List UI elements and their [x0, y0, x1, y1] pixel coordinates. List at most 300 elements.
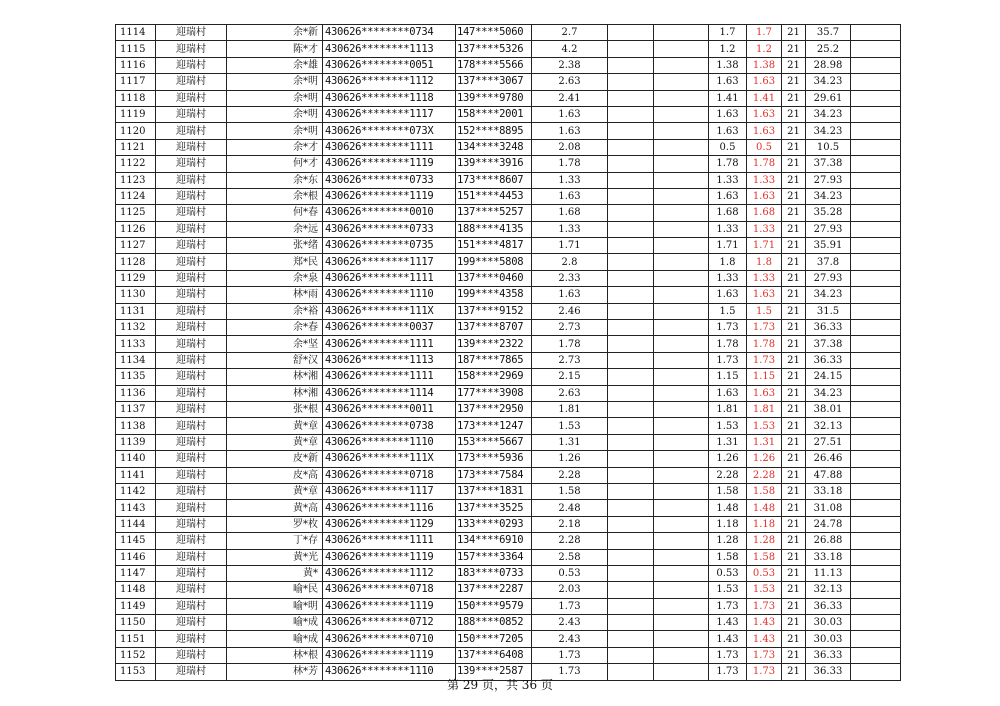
village-cell: 迎瑞村 [156, 451, 227, 467]
blank-1-cell [608, 287, 654, 303]
amount-cell: 31.08 [806, 500, 851, 516]
amount-cell: 30.03 [806, 615, 851, 631]
id-number-cell: 430626********1114 [323, 385, 456, 401]
name-cell: 余*明 [227, 123, 323, 139]
blank-3-cell [851, 320, 901, 336]
blank-2-cell [654, 287, 709, 303]
blank-3-cell [851, 303, 901, 319]
serial-no-cell: 1122 [116, 156, 156, 172]
table-row [116, 287, 901, 303]
blank-3-cell [851, 533, 901, 549]
blank-2-cell [654, 172, 709, 188]
blank-2-cell [654, 139, 709, 155]
phone-cell: 173****7584 [456, 467, 532, 483]
subsidy-area-cell: 1.5 [747, 303, 782, 319]
blank-3-cell [851, 418, 901, 434]
serial-no-cell: 1119 [116, 106, 156, 122]
blank-2-cell [654, 221, 709, 237]
table-row [116, 172, 901, 188]
phone-cell: 139****3916 [456, 156, 532, 172]
table-row [116, 139, 901, 155]
table-row [116, 401, 901, 417]
name-cell: 余*明 [227, 106, 323, 122]
village-cell: 迎瑞村 [156, 188, 227, 204]
confirmed-area-cell: 1.26 [709, 451, 747, 467]
subsidy-area-cell: 1.8 [747, 254, 782, 270]
rate-cell: 21 [782, 254, 806, 270]
village-cell: 迎瑞村 [156, 565, 227, 581]
name-cell: 喻*民 [227, 582, 323, 598]
blank-1-cell [608, 549, 654, 565]
subsidy-area-cell: 1.26 [747, 451, 782, 467]
blank-1-cell [608, 434, 654, 450]
amount-cell: 25.2 [806, 41, 851, 57]
phone-cell: 147****5060 [456, 25, 532, 41]
subsidy-area-cell: 1.63 [747, 74, 782, 90]
confirmed-area-cell: 1.58 [709, 549, 747, 565]
area-cell: 2.63 [532, 74, 608, 90]
village-cell: 迎瑞村 [156, 41, 227, 57]
id-number-cell: 430626********1113 [323, 41, 456, 57]
serial-no-cell: 1145 [116, 533, 156, 549]
id-number-cell: 430626********1111 [323, 139, 456, 155]
confirmed-area-cell: 1.31 [709, 434, 747, 450]
table-row [116, 156, 901, 172]
serial-no-cell: 1115 [116, 41, 156, 57]
blank-3-cell [851, 336, 901, 352]
blank-2-cell [654, 631, 709, 647]
table-row [116, 57, 901, 73]
rate-cell: 21 [782, 41, 806, 57]
table-row [116, 467, 901, 483]
confirmed-area-cell: 1.58 [709, 483, 747, 499]
serial-no-cell: 1136 [116, 385, 156, 401]
phone-cell: 137****1831 [456, 483, 532, 499]
table-row [116, 631, 901, 647]
village-cell: 迎瑞村 [156, 598, 227, 614]
table-row [116, 320, 901, 336]
village-cell: 迎瑞村 [156, 287, 227, 303]
amount-cell: 36.33 [806, 664, 851, 680]
name-cell: 丁*存 [227, 533, 323, 549]
subsidy-area-cell: 1.68 [747, 205, 782, 221]
village-cell: 迎瑞村 [156, 106, 227, 122]
confirmed-area-cell: 1.41 [709, 90, 747, 106]
blank-3-cell [851, 500, 901, 516]
subsidy-area-cell: 1.73 [747, 664, 782, 680]
table-row [116, 123, 901, 139]
rate-cell: 21 [782, 156, 806, 172]
rate-cell: 21 [782, 418, 806, 434]
serial-no-cell: 1117 [116, 74, 156, 90]
rate-cell: 21 [782, 336, 806, 352]
subsidy-area-cell: 0.5 [747, 139, 782, 155]
phone-cell: 137****5257 [456, 205, 532, 221]
confirmed-area-cell: 1.78 [709, 336, 747, 352]
id-number-cell: 430626********0735 [323, 238, 456, 254]
amount-cell: 35.91 [806, 238, 851, 254]
blank-3-cell [851, 549, 901, 565]
area-cell: 1.33 [532, 172, 608, 188]
serial-no-cell: 1131 [116, 303, 156, 319]
rate-cell: 21 [782, 270, 806, 286]
name-cell: 余*新 [227, 25, 323, 41]
rate-cell: 21 [782, 631, 806, 647]
blank-3-cell [851, 221, 901, 237]
blank-1-cell [608, 582, 654, 598]
phone-cell: 137****3525 [456, 500, 532, 516]
blank-2-cell [654, 385, 709, 401]
subsidy-area-cell: 1.38 [747, 57, 782, 73]
serial-no-cell: 1146 [116, 549, 156, 565]
rate-cell: 21 [782, 25, 806, 41]
rate-cell: 21 [782, 467, 806, 483]
phone-cell: 173****5936 [456, 451, 532, 467]
area-cell: 1.63 [532, 123, 608, 139]
area-cell: 2.7 [532, 25, 608, 41]
blank-1-cell [608, 254, 654, 270]
amount-cell: 26.46 [806, 451, 851, 467]
serial-no-cell: 1128 [116, 254, 156, 270]
amount-cell: 36.33 [806, 320, 851, 336]
name-cell: 余*明 [227, 74, 323, 90]
id-number-cell: 430626********0037 [323, 320, 456, 336]
blank-1-cell [608, 467, 654, 483]
village-cell: 迎瑞村 [156, 533, 227, 549]
rate-cell: 21 [782, 188, 806, 204]
serial-no-cell: 1129 [116, 270, 156, 286]
id-number-cell: 430626********1111 [323, 270, 456, 286]
confirmed-area-cell: 1.33 [709, 221, 747, 237]
blank-3-cell [851, 74, 901, 90]
amount-cell: 36.33 [806, 598, 851, 614]
phone-cell: 199****5808 [456, 254, 532, 270]
rate-cell: 21 [782, 172, 806, 188]
blank-1-cell [608, 172, 654, 188]
serial-no-cell: 1125 [116, 205, 156, 221]
phone-cell: 150****9579 [456, 598, 532, 614]
id-number-cell: 430626********1119 [323, 598, 456, 614]
confirmed-area-cell: 1.8 [709, 254, 747, 270]
confirmed-area-cell: 0.5 [709, 139, 747, 155]
name-cell: 余*明 [227, 90, 323, 106]
blank-2-cell [654, 598, 709, 614]
id-number-cell: 430626********1119 [323, 647, 456, 663]
subsidy-area-cell: 1.33 [747, 221, 782, 237]
village-cell: 迎瑞村 [156, 205, 227, 221]
blank-2-cell [654, 238, 709, 254]
blank-2-cell [654, 467, 709, 483]
phone-cell: 153****5667 [456, 434, 532, 450]
area-cell: 1.81 [532, 401, 608, 417]
table-row [116, 106, 901, 122]
blank-2-cell [654, 156, 709, 172]
serial-no-cell: 1141 [116, 467, 156, 483]
blank-3-cell [851, 238, 901, 254]
village-cell: 迎瑞村 [156, 483, 227, 499]
blank-2-cell [654, 582, 709, 598]
village-cell: 迎瑞村 [156, 221, 227, 237]
confirmed-area-cell: 1.5 [709, 303, 747, 319]
phone-cell: 133****0293 [456, 516, 532, 532]
blank-1-cell [608, 483, 654, 499]
name-cell: 余*根 [227, 188, 323, 204]
area-cell: 2.41 [532, 90, 608, 106]
rate-cell: 21 [782, 434, 806, 450]
table-row [116, 270, 901, 286]
blank-3-cell [851, 598, 901, 614]
blank-2-cell [654, 90, 709, 106]
serial-no-cell: 1137 [116, 401, 156, 417]
subsidy-area-cell: 1.73 [747, 352, 782, 368]
confirmed-area-cell: 1.81 [709, 401, 747, 417]
name-cell: 林*湘 [227, 385, 323, 401]
blank-1-cell [608, 74, 654, 90]
blank-1-cell [608, 336, 654, 352]
name-cell: 余*东 [227, 172, 323, 188]
name-cell: 黄*光 [227, 549, 323, 565]
phone-cell: 151****4453 [456, 188, 532, 204]
village-cell: 迎瑞村 [156, 156, 227, 172]
village-cell: 迎瑞村 [156, 90, 227, 106]
name-cell: 黄* [227, 565, 323, 581]
blank-2-cell [654, 270, 709, 286]
id-number-cell: 430626********0733 [323, 221, 456, 237]
area-cell: 1.63 [532, 106, 608, 122]
serial-no-cell: 1150 [116, 615, 156, 631]
table-row [116, 418, 901, 434]
phone-cell: 134****6910 [456, 533, 532, 549]
name-cell: 喻*明 [227, 598, 323, 614]
table-row [116, 582, 901, 598]
subsidy-area-cell: 1.31 [747, 434, 782, 450]
area-cell: 2.03 [532, 582, 608, 598]
id-number-cell: 430626********1113 [323, 352, 456, 368]
blank-1-cell [608, 516, 654, 532]
amount-cell: 37.38 [806, 336, 851, 352]
blank-3-cell [851, 172, 901, 188]
blank-2-cell [654, 451, 709, 467]
blank-3-cell [851, 434, 901, 450]
area-cell: 2.58 [532, 549, 608, 565]
id-number-cell: 430626********1110 [323, 287, 456, 303]
blank-1-cell [608, 320, 654, 336]
subsidy-area-cell: 1.58 [747, 549, 782, 565]
subsidy-area-cell: 1.2 [747, 41, 782, 57]
name-cell: 郑*民 [227, 254, 323, 270]
subsidy-area-cell: 1.63 [747, 188, 782, 204]
amount-cell: 26.88 [806, 533, 851, 549]
id-number-cell: 430626********1111 [323, 336, 456, 352]
subsidy-area-cell: 1.63 [747, 123, 782, 139]
area-cell: 2.73 [532, 352, 608, 368]
village-cell: 迎瑞村 [156, 320, 227, 336]
subsidy-area-cell: 1.81 [747, 401, 782, 417]
table-row [116, 90, 901, 106]
name-cell: 张*根 [227, 401, 323, 417]
id-number-cell: 430626********1110 [323, 664, 456, 680]
phone-cell: 158****2001 [456, 106, 532, 122]
phone-cell: 157****3364 [456, 549, 532, 565]
phone-cell: 188****4135 [456, 221, 532, 237]
confirmed-area-cell: 1.73 [709, 598, 747, 614]
subsidy-area-cell: 1.33 [747, 270, 782, 286]
phone-cell: 152****8895 [456, 123, 532, 139]
serial-no-cell: 1134 [116, 352, 156, 368]
confirmed-area-cell: 1.71 [709, 238, 747, 254]
area-cell: 1.78 [532, 336, 608, 352]
area-cell: 2.63 [532, 385, 608, 401]
village-cell: 迎瑞村 [156, 303, 227, 319]
area-cell: 1.63 [532, 287, 608, 303]
village-cell: 迎瑞村 [156, 369, 227, 385]
blank-2-cell [654, 516, 709, 532]
table-row [116, 238, 901, 254]
id-number-cell: 430626********1118 [323, 90, 456, 106]
village-cell: 迎瑞村 [156, 549, 227, 565]
confirmed-area-cell: 2.28 [709, 467, 747, 483]
confirmed-area-cell: 1.43 [709, 631, 747, 647]
serial-no-cell: 1149 [116, 598, 156, 614]
serial-no-cell: 1153 [116, 664, 156, 680]
subsidy-area-cell: 1.53 [747, 418, 782, 434]
rate-cell: 21 [782, 352, 806, 368]
table-row [116, 434, 901, 450]
confirmed-area-cell: 1.73 [709, 352, 747, 368]
blank-3-cell [851, 565, 901, 581]
name-cell: 林*芳 [227, 664, 323, 680]
amount-cell: 35.28 [806, 205, 851, 221]
amount-cell: 27.93 [806, 172, 851, 188]
amount-cell: 34.23 [806, 385, 851, 401]
table-row [116, 221, 901, 237]
rate-cell: 21 [782, 533, 806, 549]
blank-2-cell [654, 615, 709, 631]
area-cell: 2.46 [532, 303, 608, 319]
area-cell: 1.53 [532, 418, 608, 434]
blank-3-cell [851, 615, 901, 631]
blank-3-cell [851, 451, 901, 467]
name-cell: 张*绪 [227, 238, 323, 254]
name-cell: 余*坚 [227, 336, 323, 352]
blank-1-cell [608, 352, 654, 368]
table-row [116, 303, 901, 319]
blank-3-cell [851, 139, 901, 155]
blank-2-cell [654, 41, 709, 57]
village-cell: 迎瑞村 [156, 238, 227, 254]
name-cell: 余*才 [227, 139, 323, 155]
serial-no-cell: 1120 [116, 123, 156, 139]
name-cell: 皮*新 [227, 451, 323, 467]
rate-cell: 21 [782, 90, 806, 106]
rate-cell: 21 [782, 451, 806, 467]
serial-no-cell: 1135 [116, 369, 156, 385]
village-cell: 迎瑞村 [156, 336, 227, 352]
serial-no-cell: 1133 [116, 336, 156, 352]
blank-3-cell [851, 57, 901, 73]
village-cell: 迎瑞村 [156, 582, 227, 598]
confirmed-area-cell: 1.63 [709, 188, 747, 204]
area-cell: 1.73 [532, 598, 608, 614]
confirmed-area-cell: 1.15 [709, 369, 747, 385]
blank-1-cell [608, 156, 654, 172]
subsidy-area-cell: 2.28 [747, 467, 782, 483]
subsidy-area-cell: 1.78 [747, 156, 782, 172]
name-cell: 何*春 [227, 205, 323, 221]
phone-cell: 183****0733 [456, 565, 532, 581]
rate-cell: 21 [782, 287, 806, 303]
name-cell: 余*泉 [227, 270, 323, 286]
blank-1-cell [608, 123, 654, 139]
village-cell: 迎瑞村 [156, 516, 227, 532]
area-cell: 2.48 [532, 500, 608, 516]
confirmed-area-cell: 1.78 [709, 156, 747, 172]
id-number-cell: 430626********1117 [323, 106, 456, 122]
id-number-cell: 430626********1119 [323, 156, 456, 172]
blank-3-cell [851, 156, 901, 172]
blank-1-cell [608, 238, 654, 254]
village-cell: 迎瑞村 [156, 139, 227, 155]
rate-cell: 21 [782, 369, 806, 385]
confirmed-area-cell: 1.33 [709, 270, 747, 286]
confirmed-area-cell: 1.63 [709, 74, 747, 90]
rate-cell: 21 [782, 139, 806, 155]
serial-no-cell: 1151 [116, 631, 156, 647]
amount-cell: 33.18 [806, 549, 851, 565]
subsidy-area-cell: 1.63 [747, 287, 782, 303]
confirmed-area-cell: 1.73 [709, 647, 747, 663]
amount-cell: 34.23 [806, 74, 851, 90]
subsidy-area-cell: 1.78 [747, 336, 782, 352]
blank-2-cell [654, 401, 709, 417]
amount-cell: 28.98 [806, 57, 851, 73]
amount-cell: 27.93 [806, 270, 851, 286]
blank-2-cell [654, 565, 709, 581]
subsidy-area-cell: 1.58 [747, 483, 782, 499]
blank-2-cell [654, 205, 709, 221]
rate-cell: 21 [782, 320, 806, 336]
subsidy-area-cell: 1.63 [747, 385, 782, 401]
blank-3-cell [851, 369, 901, 385]
blank-3-cell [851, 401, 901, 417]
subsidy-area-cell: 1.41 [747, 90, 782, 106]
phone-cell: 151****4817 [456, 238, 532, 254]
table-row [116, 598, 901, 614]
village-cell: 迎瑞村 [156, 123, 227, 139]
serial-no-cell: 1132 [116, 320, 156, 336]
village-cell: 迎瑞村 [156, 631, 227, 647]
name-cell: 余*远 [227, 221, 323, 237]
blank-3-cell [851, 582, 901, 598]
rate-cell: 21 [782, 385, 806, 401]
phone-cell: 137****8707 [456, 320, 532, 336]
name-cell: 陈*才 [227, 41, 323, 57]
serial-no-cell: 1123 [116, 172, 156, 188]
phone-cell: 137****5326 [456, 41, 532, 57]
area-cell: 2.73 [532, 320, 608, 336]
confirmed-area-cell: 1.7 [709, 25, 747, 41]
serial-no-cell: 1130 [116, 287, 156, 303]
blank-3-cell [851, 90, 901, 106]
rate-cell: 21 [782, 123, 806, 139]
area-cell: 1.63 [532, 188, 608, 204]
name-cell: 黄*章 [227, 418, 323, 434]
name-cell: 黄*章 [227, 434, 323, 450]
subsidy-area-cell: 1.43 [747, 615, 782, 631]
confirmed-area-cell: 1.63 [709, 385, 747, 401]
id-number-cell: 430626********0718 [323, 467, 456, 483]
village-cell: 迎瑞村 [156, 615, 227, 631]
